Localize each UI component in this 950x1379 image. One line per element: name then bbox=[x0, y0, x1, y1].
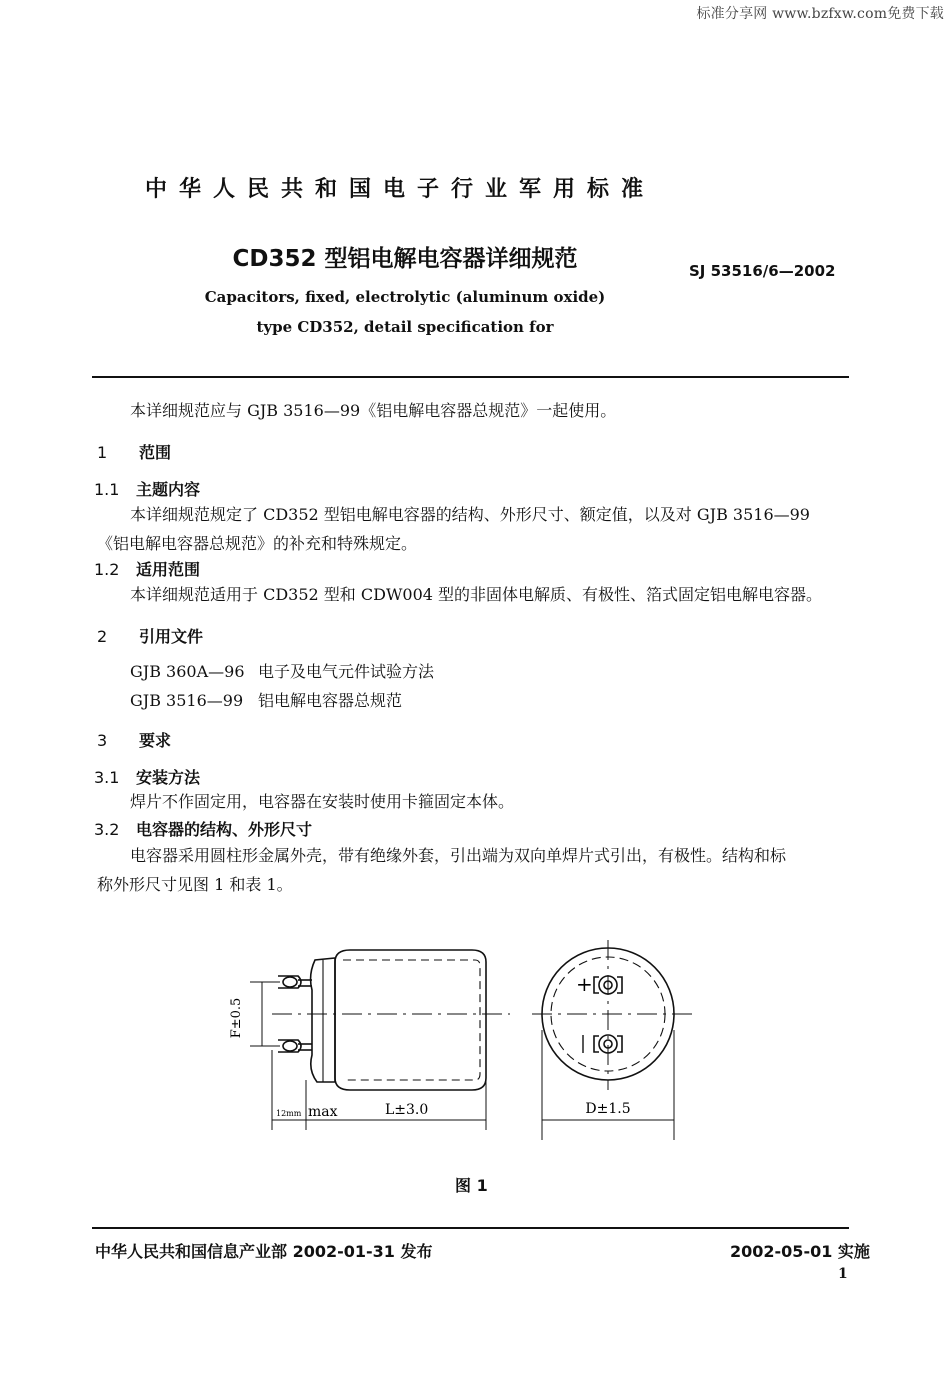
footer-divider bbox=[92, 1227, 849, 1229]
reference-title: 铝电解电容器总规范 bbox=[258, 691, 403, 710]
section-number: 3.1 bbox=[94, 768, 120, 787]
document-title-cn: CD352 型铝电解电容器详细规范 bbox=[232, 246, 578, 272]
section-title: 范围 bbox=[139, 443, 172, 462]
section-title: 电容器的结构、外形尺寸 bbox=[136, 820, 313, 839]
reference-title: 电子及电气元件试验方法 bbox=[258, 662, 435, 681]
reference-row bbox=[130, 657, 434, 686]
section-number: 1 bbox=[97, 443, 108, 462]
section-title: 要求 bbox=[139, 731, 172, 750]
section-1-1-heading bbox=[94, 477, 200, 500]
section-number: 1.2 bbox=[94, 560, 120, 579]
section-3-2-text-line2: 称外形尺寸见图 1 和表 1。 bbox=[97, 875, 293, 894]
section-1-1-text-line1: 本详细规范规定了 CD352 型铝电解电容器的结构、外形尺寸、额定值，以及对 GJB 3516—99 bbox=[130, 505, 810, 524]
section-title: 安装方法 bbox=[136, 768, 201, 787]
side-view bbox=[250, 950, 510, 1130]
reference-row bbox=[130, 686, 402, 715]
standard-code: SJ 53516/6—2002 bbox=[689, 262, 836, 280]
document-title-en-line2: type CD352, detail specification for bbox=[256, 318, 554, 336]
dimension-label-l: L±3.0 bbox=[385, 1102, 429, 1118]
section-1-heading bbox=[97, 440, 171, 463]
watermark: 标准分享网 www.bzfxw.com免费下载 bbox=[696, 6, 944, 22]
section-1-2-text: 本详细规范适用于 CD352 型和 CDW004 型的非固体电解质、有极性、箔式固定铝电解电容器。 bbox=[130, 585, 823, 604]
section-3-2-text-line1: 电容器采用圆柱形金属外壳，带有绝缘外套，引出端为双向单焊片式引出，有极性。结构和标 bbox=[130, 846, 787, 865]
section-3-heading bbox=[97, 728, 171, 751]
polarity-plus-label: + bbox=[576, 972, 593, 996]
capacitor-drawing bbox=[210, 930, 710, 1145]
header-divider bbox=[92, 376, 849, 378]
standard-body-title: 中华人民共和国电子行业军用标准 bbox=[144, 177, 655, 202]
publisher-line: 中华人民共和国信息产业部 2002-01-31 发布 bbox=[95, 1242, 433, 1261]
section-number: 2 bbox=[97, 627, 108, 646]
reference-code: GJB 3516—99 bbox=[130, 691, 244, 710]
section-title: 引用文件 bbox=[139, 627, 204, 646]
dimension-label-d: D±1.5 bbox=[585, 1101, 631, 1117]
section-1-2-heading bbox=[94, 557, 200, 580]
section-title: 适用范围 bbox=[136, 560, 201, 579]
reference-code: GJB 360A—96 bbox=[130, 662, 245, 681]
section-3-2-heading bbox=[94, 817, 312, 840]
figure-caption: 图 1 bbox=[455, 1176, 488, 1195]
page-number: 1 bbox=[838, 1266, 848, 1282]
dimension-label-12mm: 12mm bbox=[276, 1109, 302, 1118]
section-3-1-heading bbox=[94, 765, 200, 788]
intro-paragraph: 本详细规范应与 GJB 3516—99《铝电解电容器总规范》一起使用。 bbox=[130, 401, 617, 420]
dimension-label-f: F±0.5 bbox=[229, 997, 244, 1039]
document-title-en-line1: Capacitors, fixed, electrolytic (aluminum oxide) bbox=[204, 288, 606, 306]
section-number: 3.2 bbox=[94, 820, 120, 839]
section-number: 1.1 bbox=[94, 480, 120, 499]
section-2-heading bbox=[97, 624, 203, 647]
section-1-1-text-line2: 《铝电解电容器总规范》的补充和特殊规定。 bbox=[97, 534, 418, 553]
section-number: 3 bbox=[97, 731, 108, 750]
implementation-date: 2002-05-01 实施 bbox=[730, 1242, 870, 1261]
dimension-label-max: max bbox=[308, 1104, 338, 1120]
section-title: 主题内容 bbox=[136, 480, 201, 499]
section-3-1-text: 焊片不作固定用，电容器在安装时使用卡箍固定本体。 bbox=[130, 792, 515, 811]
